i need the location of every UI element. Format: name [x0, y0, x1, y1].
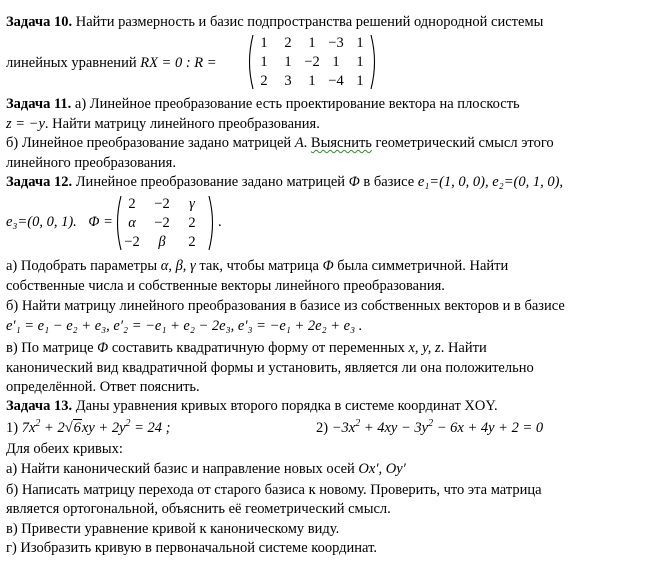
- task13-line1: Задача 13. Даны уравнения кривых второго порядка в системе координат XOY.: [6, 398, 498, 414]
- task13-heading: Задача 13.: [6, 398, 73, 414]
- matrix-cell: 1: [308, 35, 316, 51]
- task13-eq2: $2) -3x^2 + 4xy - 3y^2 - 6x + 4y + 2 = 0$: [316, 418, 544, 436]
- task13-a: а) Найти канонический базис и направление новых осей Ox′, Oy′: [6, 461, 406, 477]
- matrix-cell: 1: [308, 73, 316, 89]
- task12-c-line2: канонический вид квадратичной формы и установить, является ли она положительно: [6, 360, 534, 376]
- spellcheck-underlined-word: Выяснить: [310, 135, 372, 151]
- task11-line2: z = −y. Найти матрицу линейного преобразования.: [6, 116, 320, 132]
- task12-line1: Задача 12. Линейное преобразование задано матрицей Φ в базисе e₁=(1, 0, 0), e₂=(0, 1, 0),: [6, 174, 564, 190]
- matrix-cell: −2: [124, 234, 140, 250]
- matrix-cell: 1: [284, 54, 292, 70]
- matrix-cell: γ: [189, 196, 195, 212]
- matrix-cell: −3: [328, 35, 344, 51]
- task12-a-line1: а) Подобрать параметры α, β, γ так, чтобы матрица Φ была симметричной. Найти: [6, 258, 509, 274]
- matrix-cell: −2: [154, 215, 170, 231]
- matrix-cell: α: [128, 215, 136, 231]
- new-basis-equations: e′₁ = e₁ − e₂ + e₃, e′₂ = −e₁ + e₂ − 2e₃, e′₃ = −e₁ + 2e₂ + e₃ .: [6, 318, 363, 334]
- matrix-cell: 1: [356, 35, 364, 51]
- task12-b-line1: б) Найти матрицу линейного преобразования в базисе из собственных векторов и в базисе: [6, 298, 565, 314]
- task13-eq1: 1) $7x^2 + 2√6xy + 2y^2 = 24$ ;: [6, 418, 171, 436]
- task11-plane-eq: z = −y: [6, 116, 45, 132]
- task10-text: Найти размерность и базис подпространства решений однородной системы: [75, 14, 544, 30]
- matrix-cell: 3: [284, 73, 292, 89]
- task11-line4: линейного преобразования.: [6, 155, 176, 171]
- matrix-cell: 2: [128, 196, 136, 212]
- task11-heading: Задача 11.: [6, 96, 72, 112]
- matrix-cell: 2: [188, 215, 196, 231]
- matrix-cell: 1: [260, 54, 268, 70]
- task13-b-line2: является ортогональной, объяснить её геометрический смысл.: [6, 501, 391, 517]
- task12-b-line2: [6, 318, 362, 335]
- task13-both: Для обеих кривых:: [6, 441, 123, 457]
- matrix-cell: 1: [260, 35, 268, 51]
- task13-b-line1: б) Написать матрицу перехода от старого базиса к новому. Проверить, что эта матрица: [6, 482, 542, 498]
- task10-equation: RX = 0 : R =: [140, 55, 217, 71]
- matrix-cell: 1: [332, 54, 340, 70]
- matrix-cell: 1: [356, 54, 364, 70]
- matrix-cell: β: [158, 234, 166, 250]
- task12-line2: e₃=(0, 0, 1). Φ =: [6, 214, 113, 230]
- task12-c-line1: в) По матрице Φ составить квадратичную форму от переменных x, y, z. Найти: [6, 340, 487, 356]
- matrix-cell: 2: [284, 35, 292, 51]
- matrix-cell: 2: [188, 234, 196, 250]
- matrix-cell: −2: [304, 54, 320, 70]
- task10-heading: Задача 10.: [6, 14, 73, 30]
- task10-matrix: [246, 33, 378, 91]
- matrix-cell: −2: [154, 196, 170, 212]
- task12-matrix: [114, 194, 216, 252]
- task10-line2: линейных уравнений RX = 0 : R =: [6, 55, 217, 71]
- task11-line3: б) Линейное преобразование задано матрицей A. Выяснить геометрический смысл этого: [6, 135, 554, 151]
- task12-a-line2: собственные числа и собственные векторы линейного преобразования.: [6, 278, 445, 294]
- task13-d: г) Изобразить кривую в первоначальной системе координат.: [6, 540, 377, 556]
- matrix-cell: 1: [356, 73, 364, 89]
- task10-line1: [6, 14, 543, 31]
- matrix-cell: −4: [328, 73, 344, 89]
- task12-c-line3: определённой. Ответ пояснить.: [6, 379, 200, 395]
- task12-heading: Задача 12.: [6, 174, 73, 190]
- matrix-cell: 2: [260, 73, 268, 89]
- task11-line1: Задача 11. а) Линейное преобразование есть проектирование вектора на плоскость: [6, 96, 520, 112]
- task13-c: в) Привести уравнение кривой к каноническому виду.: [6, 521, 340, 537]
